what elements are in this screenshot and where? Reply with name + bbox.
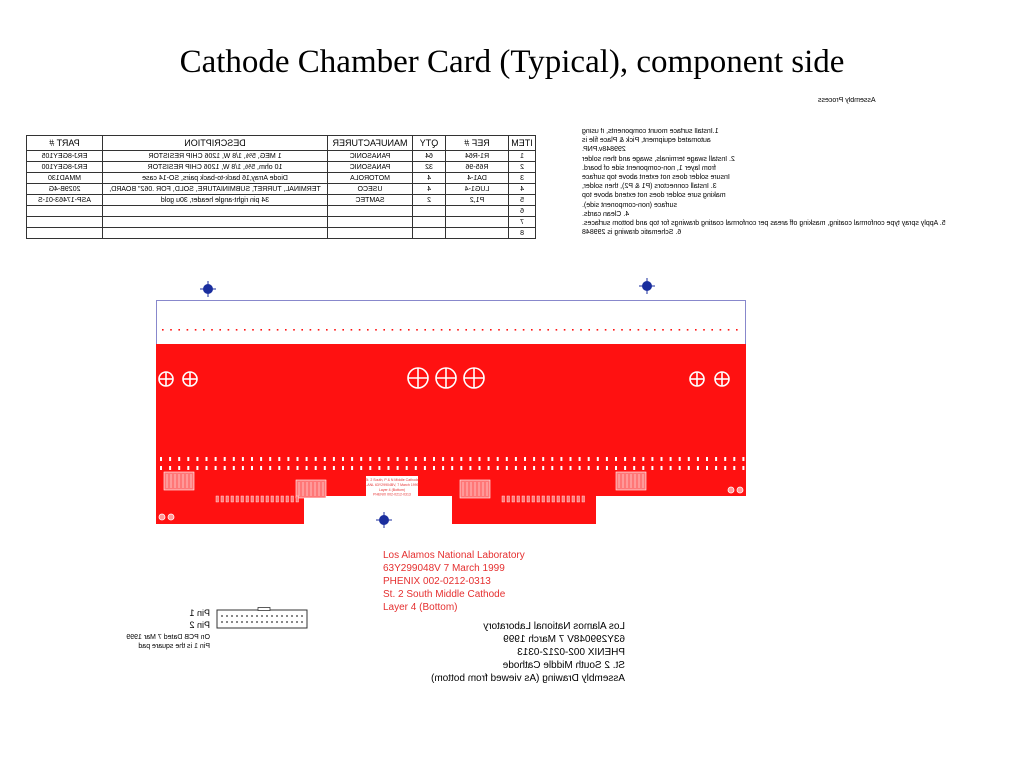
bom-cell: 2 <box>509 162 536 173</box>
bom-header-qty: QTY <box>413 136 446 151</box>
bom-header-row <box>27 136 536 151</box>
note-line: 3. Install connectors (P1 & P2), then solder, <box>582 183 717 191</box>
bom-cell: USECO <box>328 184 413 195</box>
bom-header-ref: REF # <box>446 136 509 151</box>
bom-row <box>27 173 536 184</box>
note-line: Insure solder does not extent above top surface <box>582 174 730 182</box>
bom-cell <box>27 206 103 217</box>
bom-cell: 6 <box>509 206 536 217</box>
bom-cell: ERJ-8GEY105 <box>27 151 103 162</box>
bom-cell <box>446 206 509 217</box>
pcb-copper-layer <box>156 344 746 524</box>
note-line: 5. Apply spray type conformal coating, masking off areas per conformal coating drawings for top and bottom surfaces. <box>582 220 946 228</box>
pcb-board <box>156 300 746 525</box>
note-line: 1.Install surface mount components, if using <box>582 128 719 135</box>
bom-header-item: ITEM <box>509 136 536 151</box>
bom-cell: 2 <box>413 195 446 206</box>
lanl-info-line: 63Y299048V 7 March 1999 <box>383 563 505 574</box>
bom-cell: 4 <box>509 184 536 195</box>
bom-cell: 5 <box>509 195 536 206</box>
bom-cell: LUG1-4 <box>446 184 509 195</box>
bom-cell: 7 <box>509 217 536 228</box>
bom-cell <box>446 217 509 228</box>
assembly-drawing-info <box>425 620 625 685</box>
board-label-line: Layer 4 (Bottom) <box>378 488 406 492</box>
bom-cell: SAMTEC <box>328 195 413 206</box>
fiducial-marker-left-icon <box>200 281 216 297</box>
bom-row <box>27 184 536 195</box>
pin-1-label: Pin 1 <box>189 608 210 618</box>
note-line: 299848v.PNP. <box>582 146 626 154</box>
bom-cell <box>413 228 446 239</box>
square-pad-note: Pin 1 is the square pad <box>138 643 210 650</box>
bill-of-materials-table <box>26 135 536 239</box>
lanl-info-block <box>383 549 525 614</box>
bom-cell: 64 <box>413 151 446 162</box>
bom-row <box>27 151 536 162</box>
assembly-info-line: St. 2 South Middle Cathode <box>502 660 625 671</box>
bom-cell <box>328 217 413 228</box>
bom-cell: PANASONIC <box>328 162 413 173</box>
bom-header-description: DESCRIPTION <box>103 136 328 151</box>
bom-cell <box>27 228 103 239</box>
lanl-info-line: Layer 4 (Bottom) <box>383 602 458 613</box>
assembly-process-heading <box>818 96 878 105</box>
bom-cell: 3 <box>509 173 536 184</box>
bom-row <box>27 162 536 173</box>
note-line: making sure solder does not extend above top <box>582 192 726 200</box>
lanl-info-line: St. 2 South Middle Cathode <box>383 589 506 600</box>
bom-cell: 8 <box>509 228 536 239</box>
connector-diagram <box>106 607 308 655</box>
bom-cell: 4 <box>413 173 446 184</box>
bom-cell: PANASONIC <box>328 151 413 162</box>
board-label-line: LANL 63Y29904BV, 7 March 1999 <box>365 483 419 487</box>
bom-header-manufacturer: MANUFACTURER <box>328 136 413 151</box>
bom-cell: 34 pin right-angle header, 30u gold <box>103 195 328 206</box>
bom-row <box>27 195 536 206</box>
bom-cell: MMAD130 <box>27 173 103 184</box>
bom-cell <box>413 206 446 217</box>
note-line: from layer 1, non-component side of board. <box>582 164 716 172</box>
bom-cell: 32 <box>413 162 446 173</box>
bom-cell: ERJ-8GEY100 <box>27 162 103 173</box>
board-label-line: St. 2 South, P & N Middle Cathode <box>365 478 419 482</box>
bom-header-part: PART # <box>27 136 103 151</box>
note-line: surface (non-component side). <box>582 201 677 209</box>
assembly-process-notes <box>582 127 997 237</box>
bom-cell: MOTOROLA <box>328 173 413 184</box>
bom-cell <box>446 228 509 239</box>
bom-row <box>27 228 536 239</box>
bom-cell: 10 ohm, 5%, 1/8 W, 1206 CHIP RESISTOR <box>103 162 328 173</box>
bom-cell: 4 <box>413 184 446 195</box>
page-title: Cathode Chamber Card (Typical), component side <box>179 44 845 80</box>
bom-cell <box>328 228 413 239</box>
bom-cell: Diode Array,16 back-to-back pairs, SO-14 case <box>103 173 328 184</box>
bom-cell: R65-96 <box>446 162 509 173</box>
note-line: 2. Install swage terminals, swage and then solder <box>582 155 735 163</box>
bom-cell: TERMINAL, TURRET, SUBMINIATURE, SOLD, FOR .062" BOARD, <box>103 184 328 195</box>
bom-row <box>27 206 536 217</box>
board-label-line: PHENIX 002-0212-0313 <box>373 492 411 497</box>
bom-cell <box>328 206 413 217</box>
bom-cell: DA1-4 <box>446 173 509 184</box>
fiducial-marker-right-icon <box>639 278 655 294</box>
pcb-dated-note: On PCB Dated 7 Mar 1999 <box>126 634 210 641</box>
lanl-info-line: PHENIX 002-0212-0313 <box>383 576 491 587</box>
assembly-info-line: 63Y299048V 7 March 1999 <box>503 634 625 645</box>
bom-cell: 1 <box>509 151 536 162</box>
bom-cell: P1,2 <box>446 195 509 206</box>
note-line: 4. Clean cards. <box>582 210 630 218</box>
bom-cell <box>103 228 328 239</box>
bom-cell <box>27 217 103 228</box>
bom-cell <box>413 217 446 228</box>
bom-cell: R1-R64 <box>446 151 509 162</box>
bom-row <box>27 217 536 228</box>
note-line: 6. Schematic drawing is 299848 <box>582 229 682 237</box>
bom-cell <box>103 217 328 228</box>
lanl-info-line: Los Alamos National Laboratory <box>383 550 525 561</box>
assembly-info-line: Assembly Drawing (As viewed from bottom) <box>431 673 625 684</box>
bom-cell: 1 MEG, 5%, 1/8 W, 1206 CHIP RESISTOR <box>103 151 328 162</box>
bom-cell: ASP-17463-01-S <box>27 195 103 206</box>
connector-header-icon <box>206 607 308 631</box>
pin-2-label: Pin 2 <box>189 620 210 630</box>
assembly-info-line: PHENIX 002-0212-0313 <box>517 647 625 658</box>
assembly-info-line: Los Alamos National Laboratory <box>483 621 625 632</box>
bom-cell: 2029B-4G <box>27 184 103 195</box>
note-line: automated equipment, Pick & Place file is <box>582 137 711 145</box>
assembly-process-heading-text: Assembly Process <box>818 97 876 104</box>
bom-cell <box>103 206 328 217</box>
